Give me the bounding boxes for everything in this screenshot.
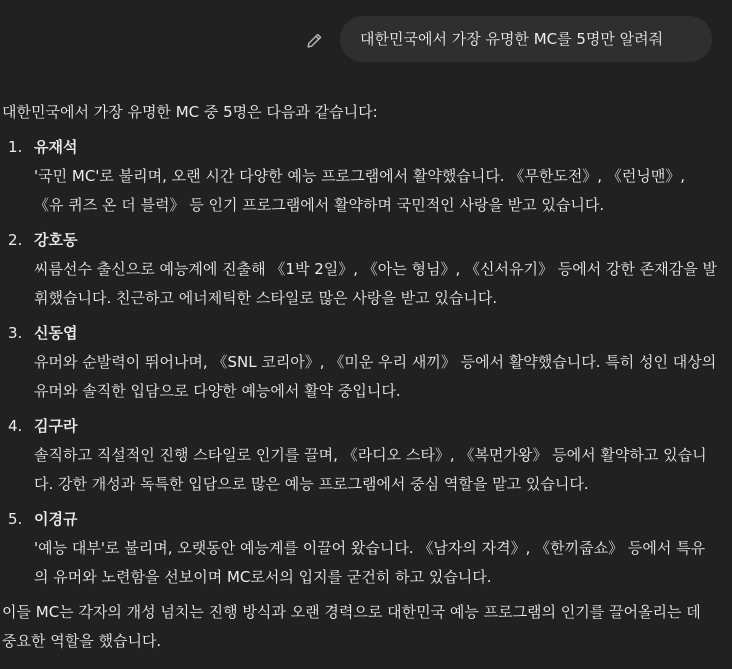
mc-name: 김구라 xyxy=(34,417,78,435)
list-number: 1. xyxy=(8,138,23,156)
list-item xyxy=(2,412,718,499)
user-message-row xyxy=(0,16,732,62)
pencil-icon xyxy=(306,32,323,49)
user-message-bubble: 대한민국에서 가장 유명한 MC를 5명만 알려줘 xyxy=(340,16,712,62)
list-item xyxy=(2,226,718,313)
mc-list xyxy=(2,133,718,592)
response-intro: 대한민국에서 가장 유명한 MC 중 5명은 다음과 같습니다: xyxy=(2,103,378,121)
assistant-response xyxy=(2,98,718,656)
mc-description: 씨름선수 출신으로 예능계에 진출해 《1박 2일》, 《아는 형님》, 《신서유기》 등에서 강한 존재감을 발휘했습니다. 친근하고 에너제틱한 스타일로 많은 사랑을 받고 있습니다. xyxy=(34,260,717,307)
list-item xyxy=(2,505,718,592)
mc-description: 솔직하고 직설적인 진행 스타일로 인기를 끌며, 《라디오 스타》, 《복면가왕》 등에서 활약하고 있습니다. 강한 개성과 독특한 입담으로 많은 예능 프로그램에서 중심 역할을 맡고 있습니다. xyxy=(34,446,707,493)
mc-name: 신동엽 xyxy=(34,324,78,342)
list-item xyxy=(2,133,718,220)
list-number: 4. xyxy=(8,417,23,435)
mc-description: '국민 MC'로 불리며, 오랜 시간 다양한 예능 프로그램에서 활약했습니다. 《무한도전》, 《런닝맨》, 《유 퀴즈 온 더 블럭》 등 인기 프로그램에서 활약하며 국민적인 사랑을 받고 있습니다. xyxy=(34,167,686,214)
list-item xyxy=(2,319,718,406)
mc-name: 이경규 xyxy=(34,510,78,528)
list-number: 2. xyxy=(8,231,23,249)
response-outro: 이들 MC는 각자의 개성 넘치는 진행 방식과 오랜 경력으로 대한민국 예능 프로그램의 인기를 끌어올리는 데 중요한 역할을 했습니다. xyxy=(2,603,701,650)
mc-description: 유머와 순발력이 뛰어나며, 《SNL 코리아》, 《미운 우리 새끼》 등에서 활약했습니다. 특히 성인 대상의 유머와 솔직한 입담으로 다양한 예능에서 활약 중입니다. xyxy=(34,353,717,400)
mc-name: 유재석 xyxy=(34,138,78,156)
list-number: 3. xyxy=(8,324,23,342)
mc-description: '예능 대부'로 불리며, 오랫동안 예능계를 이끌어 왔습니다. 《남자의 자격》, 《한끼줍쇼》 등에서 특유의 유머와 노련함을 선보이며 MC로서의 입지를 굳건히 하고 있습니다. xyxy=(34,539,706,586)
mc-name: 강호동 xyxy=(34,231,78,249)
list-number: 5. xyxy=(8,510,23,528)
edit-message-button[interactable] xyxy=(300,26,328,54)
